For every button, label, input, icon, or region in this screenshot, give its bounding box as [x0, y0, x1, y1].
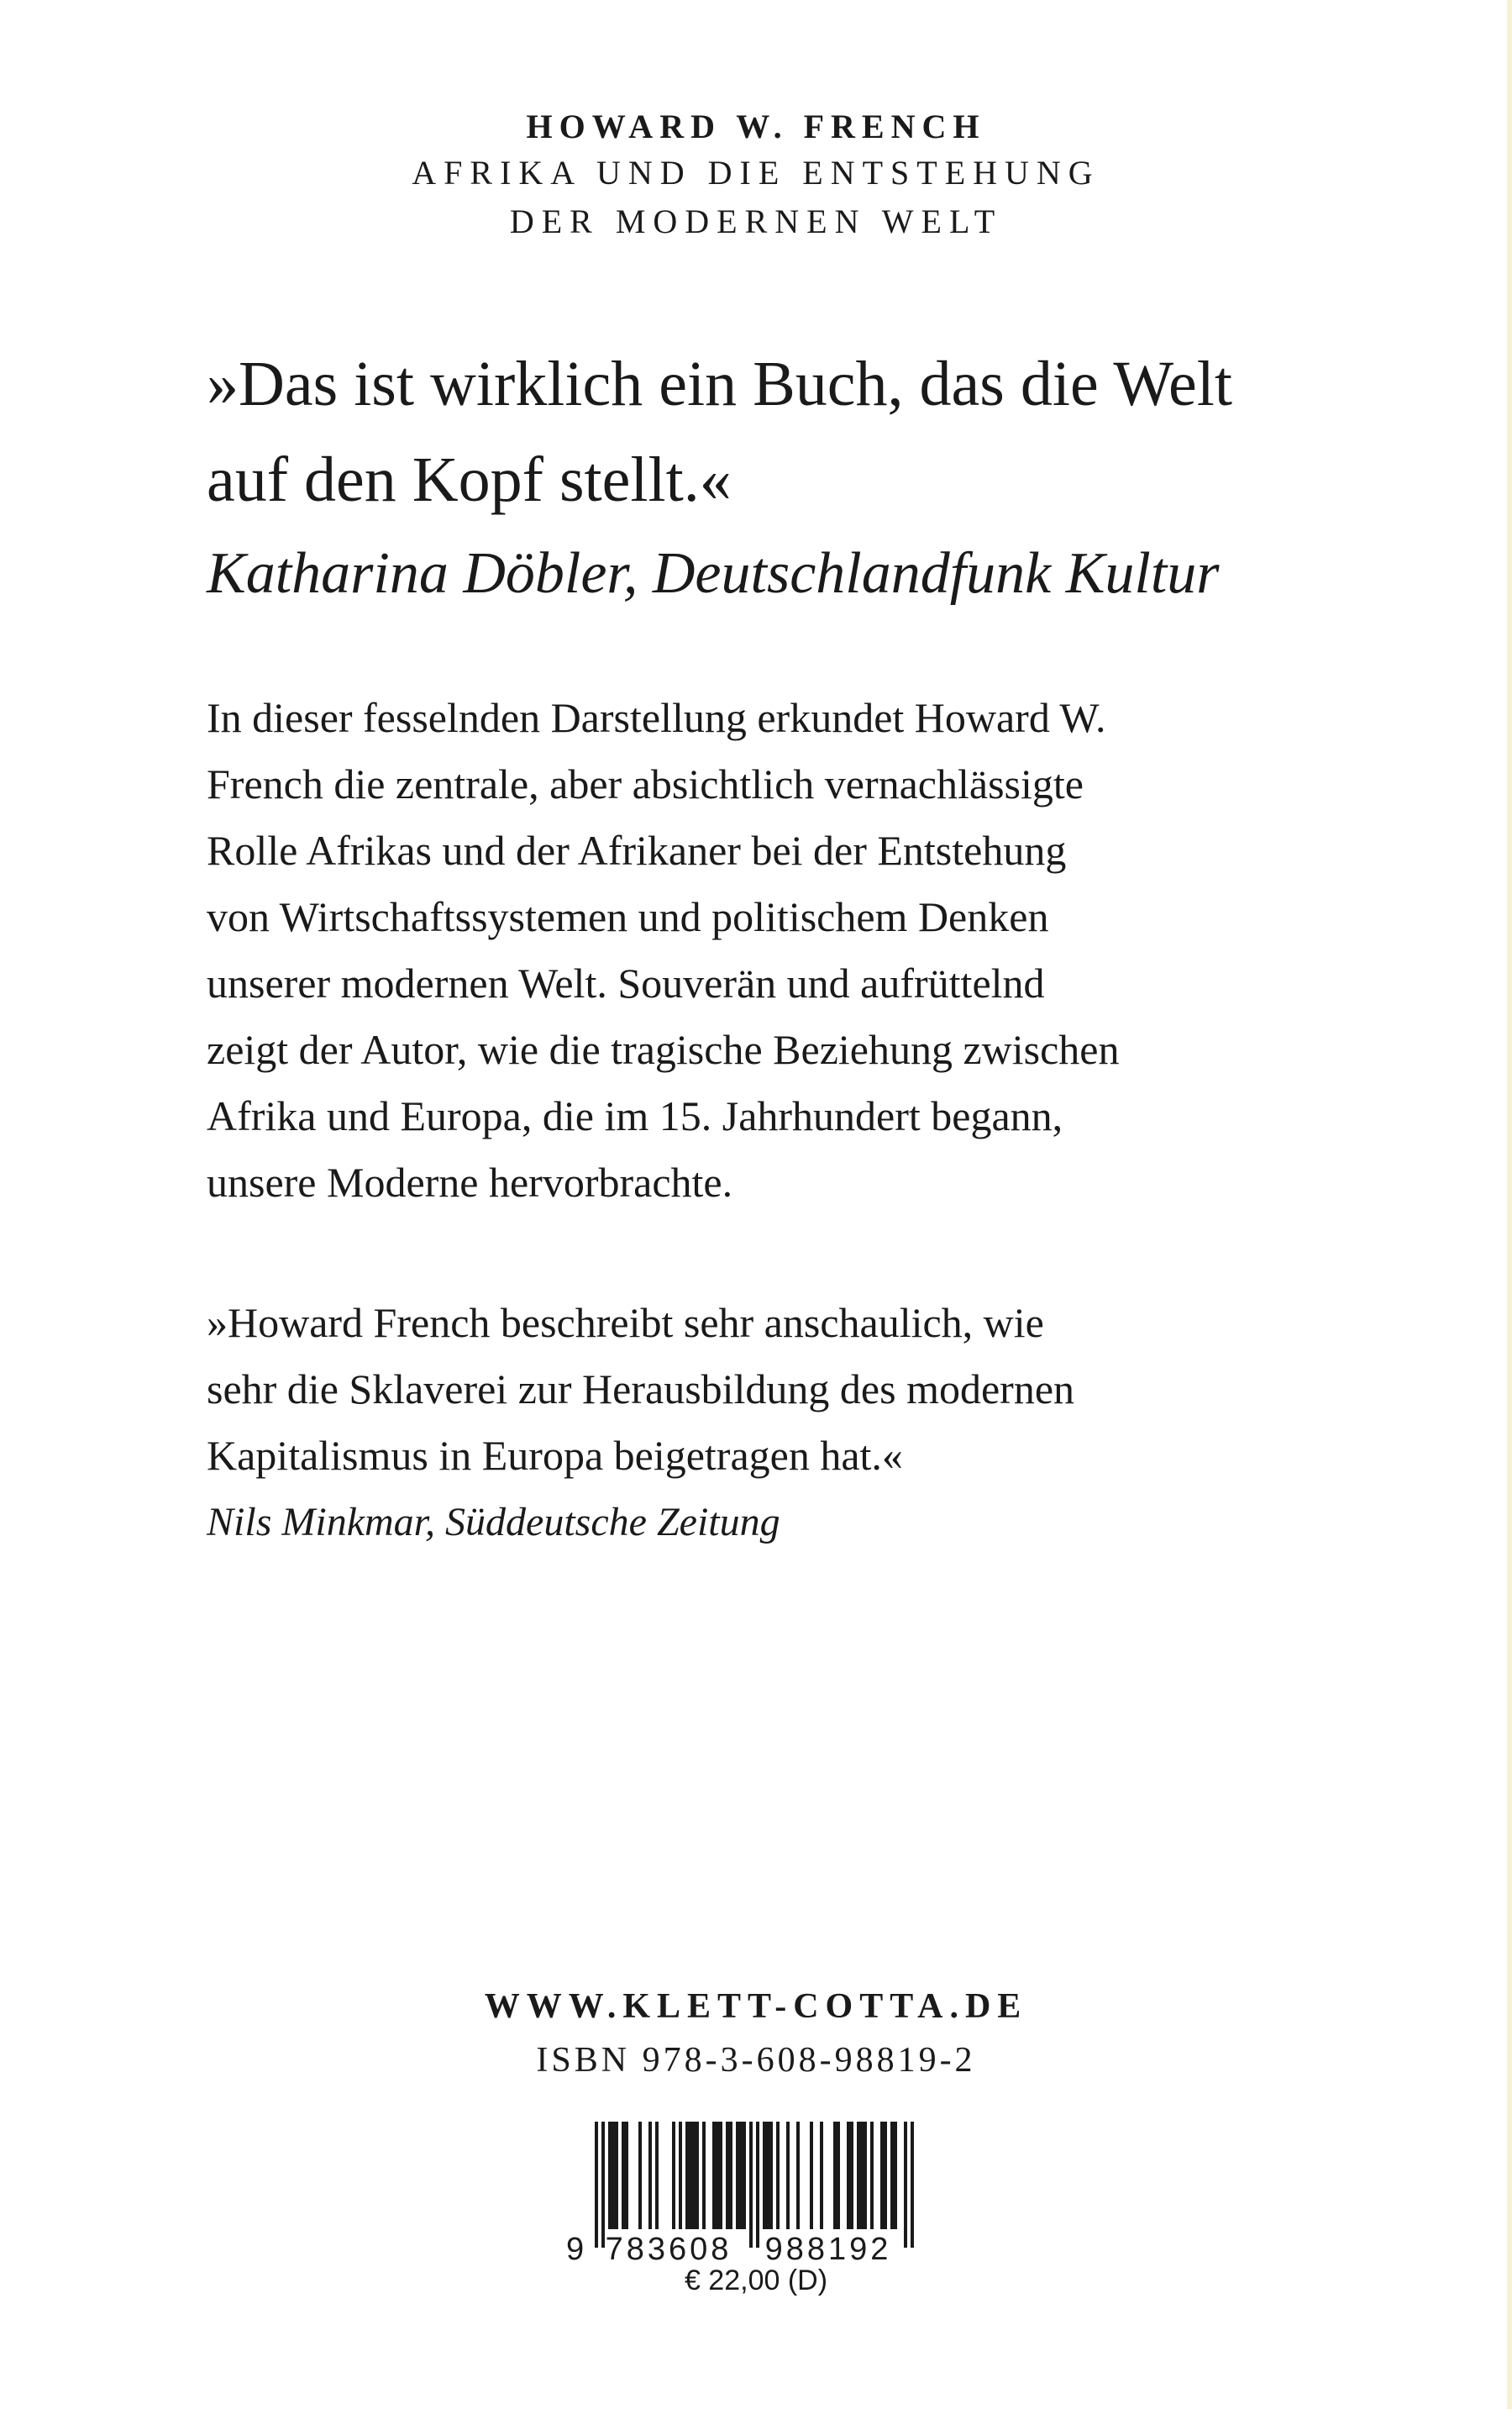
description-line: Rolle Afrikas und der Afrikaner bei der Entstehung	[207, 827, 1067, 874]
barcode-bar	[648, 2122, 652, 2229]
barcode-bar	[625, 2122, 628, 2229]
description-line: zeigt der Autor, wie die tragische Beziehung zwischen	[207, 1026, 1120, 1073]
barcode-bar	[702, 2122, 706, 2229]
barcode-bar	[870, 2122, 874, 2229]
barcode-bar	[810, 2122, 813, 2229]
review-quote-line: Kapitalismus in Europa beigetragen hat.«	[207, 1432, 903, 1479]
barcode-bar	[719, 2122, 722, 2229]
barcode-bar	[820, 2122, 823, 2229]
barcode-bar	[904, 2122, 907, 2248]
publisher-website: WWW.KLETT-COTTA.DE	[484, 1987, 1028, 2026]
barcode-bar	[622, 2122, 625, 2229]
book-description	[207, 685, 1383, 1216]
barcode-bar	[833, 2122, 837, 2229]
description-line: unserer modernen Welt. Souverän und aufrüttelnd	[207, 960, 1045, 1007]
author-name: HOWARD W. FRENCH	[526, 108, 986, 145]
barcode-bar	[672, 2122, 675, 2229]
barcode-bar	[864, 2122, 867, 2229]
barcode-bar	[685, 2122, 689, 2229]
cover-footer	[0, 1983, 1512, 2084]
description-line: French die zentrale, aber absichtlich vernachlässigte	[207, 760, 1084, 807]
barcode-bars	[595, 2122, 914, 2248]
barcode-bar	[679, 2122, 682, 2229]
barcode-bar	[612, 2122, 615, 2229]
barcode-bar	[729, 2122, 732, 2229]
barcode-bar	[884, 2122, 887, 2229]
barcode-bar	[692, 2122, 696, 2229]
lead-quote-line-1: »Das ist wirklich ein Buch, das die Welt	[207, 349, 1232, 419]
barcode-right-digits: 988192	[764, 2232, 892, 2264]
barcode-bar	[739, 2122, 743, 2229]
barcode-bar	[712, 2122, 716, 2229]
barcode-bar	[880, 2122, 884, 2229]
book-title-line-1: AFRIKA UND DIE ENTSTEHUNG	[412, 154, 1100, 192]
barcode-bar	[615, 2122, 618, 2229]
book-title-line-2: DER MODERNEN WELT	[509, 203, 1003, 240]
barcode-bar	[890, 2122, 894, 2229]
barcode-bar	[763, 2122, 766, 2229]
review-quote	[207, 1290, 1383, 1555]
barcode-bar	[601, 2122, 605, 2248]
description-line: von Wirtschaftssystemen und politischem Denken	[207, 893, 1049, 940]
price-label: € 22,00 (D)	[684, 2264, 828, 2296]
barcode-bar	[850, 2122, 853, 2229]
barcode-bar	[786, 2122, 790, 2229]
cover-header	[0, 105, 1512, 246]
barcode-bar	[911, 2122, 914, 2248]
barcode-bar	[749, 2122, 753, 2248]
barcode-bar	[796, 2122, 800, 2229]
review-quote-line: sehr die Sklaverei zur Herausbildung des modernen	[207, 1365, 1075, 1412]
review-quote-source: Nils Minkmar, Süddeutsche Zeitung	[207, 1500, 780, 1544]
barcode-bar	[608, 2122, 612, 2229]
barcode-bar	[726, 2122, 729, 2229]
barcode-bar	[894, 2122, 897, 2229]
barcode-bar	[766, 2122, 769, 2229]
barcode-left-digits: 783608	[605, 2232, 732, 2264]
barcode-bar	[769, 2122, 773, 2229]
description-line: Afrika und Europa, die im 15. Jahrhundert begann,	[207, 1092, 1063, 1139]
barcode-bar	[595, 2122, 598, 2248]
barcode-bar	[696, 2122, 699, 2229]
barcode-bar	[756, 2122, 759, 2248]
lead-quote	[207, 336, 1399, 620]
description-line: unsere Moderne hervorbrachte.	[207, 1159, 733, 1206]
barcode-bar	[736, 2122, 739, 2229]
barcode-bar	[847, 2122, 850, 2229]
barcode-first-digit: 9	[566, 2232, 585, 2264]
lead-quote-source: Katharina Döbler, Deutschlandfunk Kultur	[207, 541, 1220, 606]
barcode-bar	[716, 2122, 719, 2229]
barcode-bar	[857, 2122, 860, 2229]
isbn-text: ISBN 978-3-608-98819-2	[536, 2041, 976, 2080]
description-line: In dieser fesselnden Darstellung erkundet Howard W.	[207, 694, 1106, 741]
barcode-bar	[776, 2122, 780, 2229]
barcode-bar	[638, 2122, 642, 2229]
barcode-bar	[655, 2122, 659, 2229]
barcode-bar	[837, 2122, 840, 2229]
review-quote-line: »Howard French beschreibt sehr anschaulich, wie	[207, 1299, 1044, 1346]
barcode-bar	[743, 2122, 746, 2229]
barcode-bar	[689, 2122, 692, 2229]
lead-quote-line-2: auf den Kopf stellt.«	[207, 444, 732, 515]
ean-barcode	[561, 2122, 951, 2264]
barcode-bar	[860, 2122, 864, 2229]
